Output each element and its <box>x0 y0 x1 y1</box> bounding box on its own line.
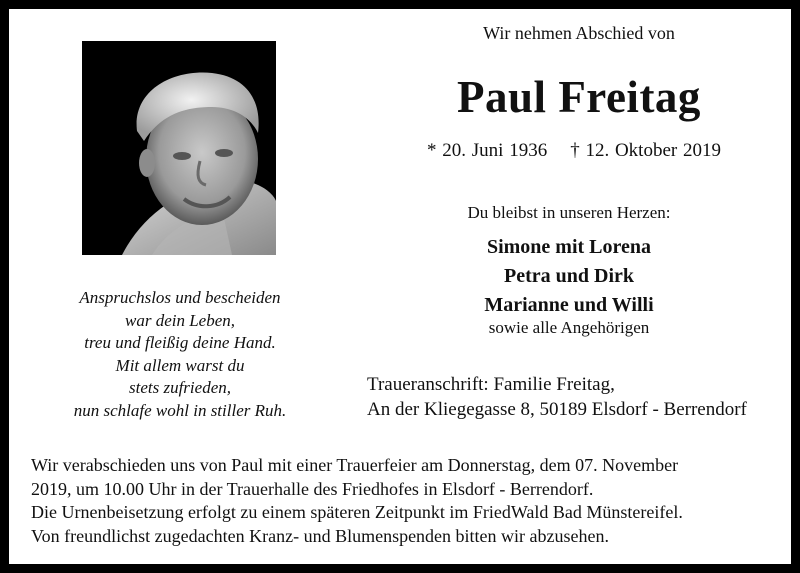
mourners-names <box>399 233 739 320</box>
mourner-name: Marianne und Willi <box>484 294 654 316</box>
poem-line: stets zufrieden, <box>129 378 231 397</box>
poem-line: treu und fleißig deine Hand. <box>84 333 276 352</box>
deceased-name: Paul Freitag <box>457 72 701 122</box>
memorial-poem <box>39 287 321 422</box>
poem-line: nun schlafe wohl in stiller Ruh. <box>73 400 287 420</box>
mourner-name: Simone mit Lorena <box>486 236 652 258</box>
mourner-name: Petra und Dirk <box>504 265 634 287</box>
poem-line: Mit allem warst du <box>115 355 245 375</box>
farewell-intro: Wir nehmen Abschied von <box>483 23 675 43</box>
death-date: † 12. Oktober 2019 <box>570 140 721 161</box>
poem-line: Anspruchslos und bescheiden <box>79 288 281 307</box>
birth-date: * 20. Juni 1936 <box>427 140 548 161</box>
ceremony-line: Die Urnenbeisetzung erfolgt zu einem späteren Zeitpunkt im FriedWald Bad Münstereifel. <box>31 502 683 522</box>
life-dates <box>389 140 759 162</box>
address-line: An der Kliegegasse 8, 50189 Elsdorf - Berrendorf <box>367 399 747 420</box>
address-line: Traueranschrift: Familie Freitag, <box>367 374 615 395</box>
ceremony-line: 2019, um 10.00 Uhr in der Trauerhalle des Friedhofes in Elsdorf - Berrendorf. <box>31 478 594 499</box>
mourners-intro: Du bleibst in unseren Herzen: <box>467 203 671 222</box>
ceremony-line: Wir verabschieden uns von Paul mit einer Trauerfeier am Donnerstag, dem 07. November <box>31 455 679 475</box>
obituary-notice <box>9 9 791 564</box>
mourning-address <box>367 372 747 422</box>
ceremony-info <box>31 454 683 548</box>
portrait-icon <box>82 41 276 255</box>
ceremony-line: Von freundlichst zugedachten Kranz- und Blumenspenden bitten wir abzusehen. <box>31 525 609 546</box>
relatives-line: sowie alle Angehörigen <box>488 318 650 337</box>
poem-line: war dein Leben, <box>124 310 236 330</box>
portrait-photo <box>82 41 276 255</box>
